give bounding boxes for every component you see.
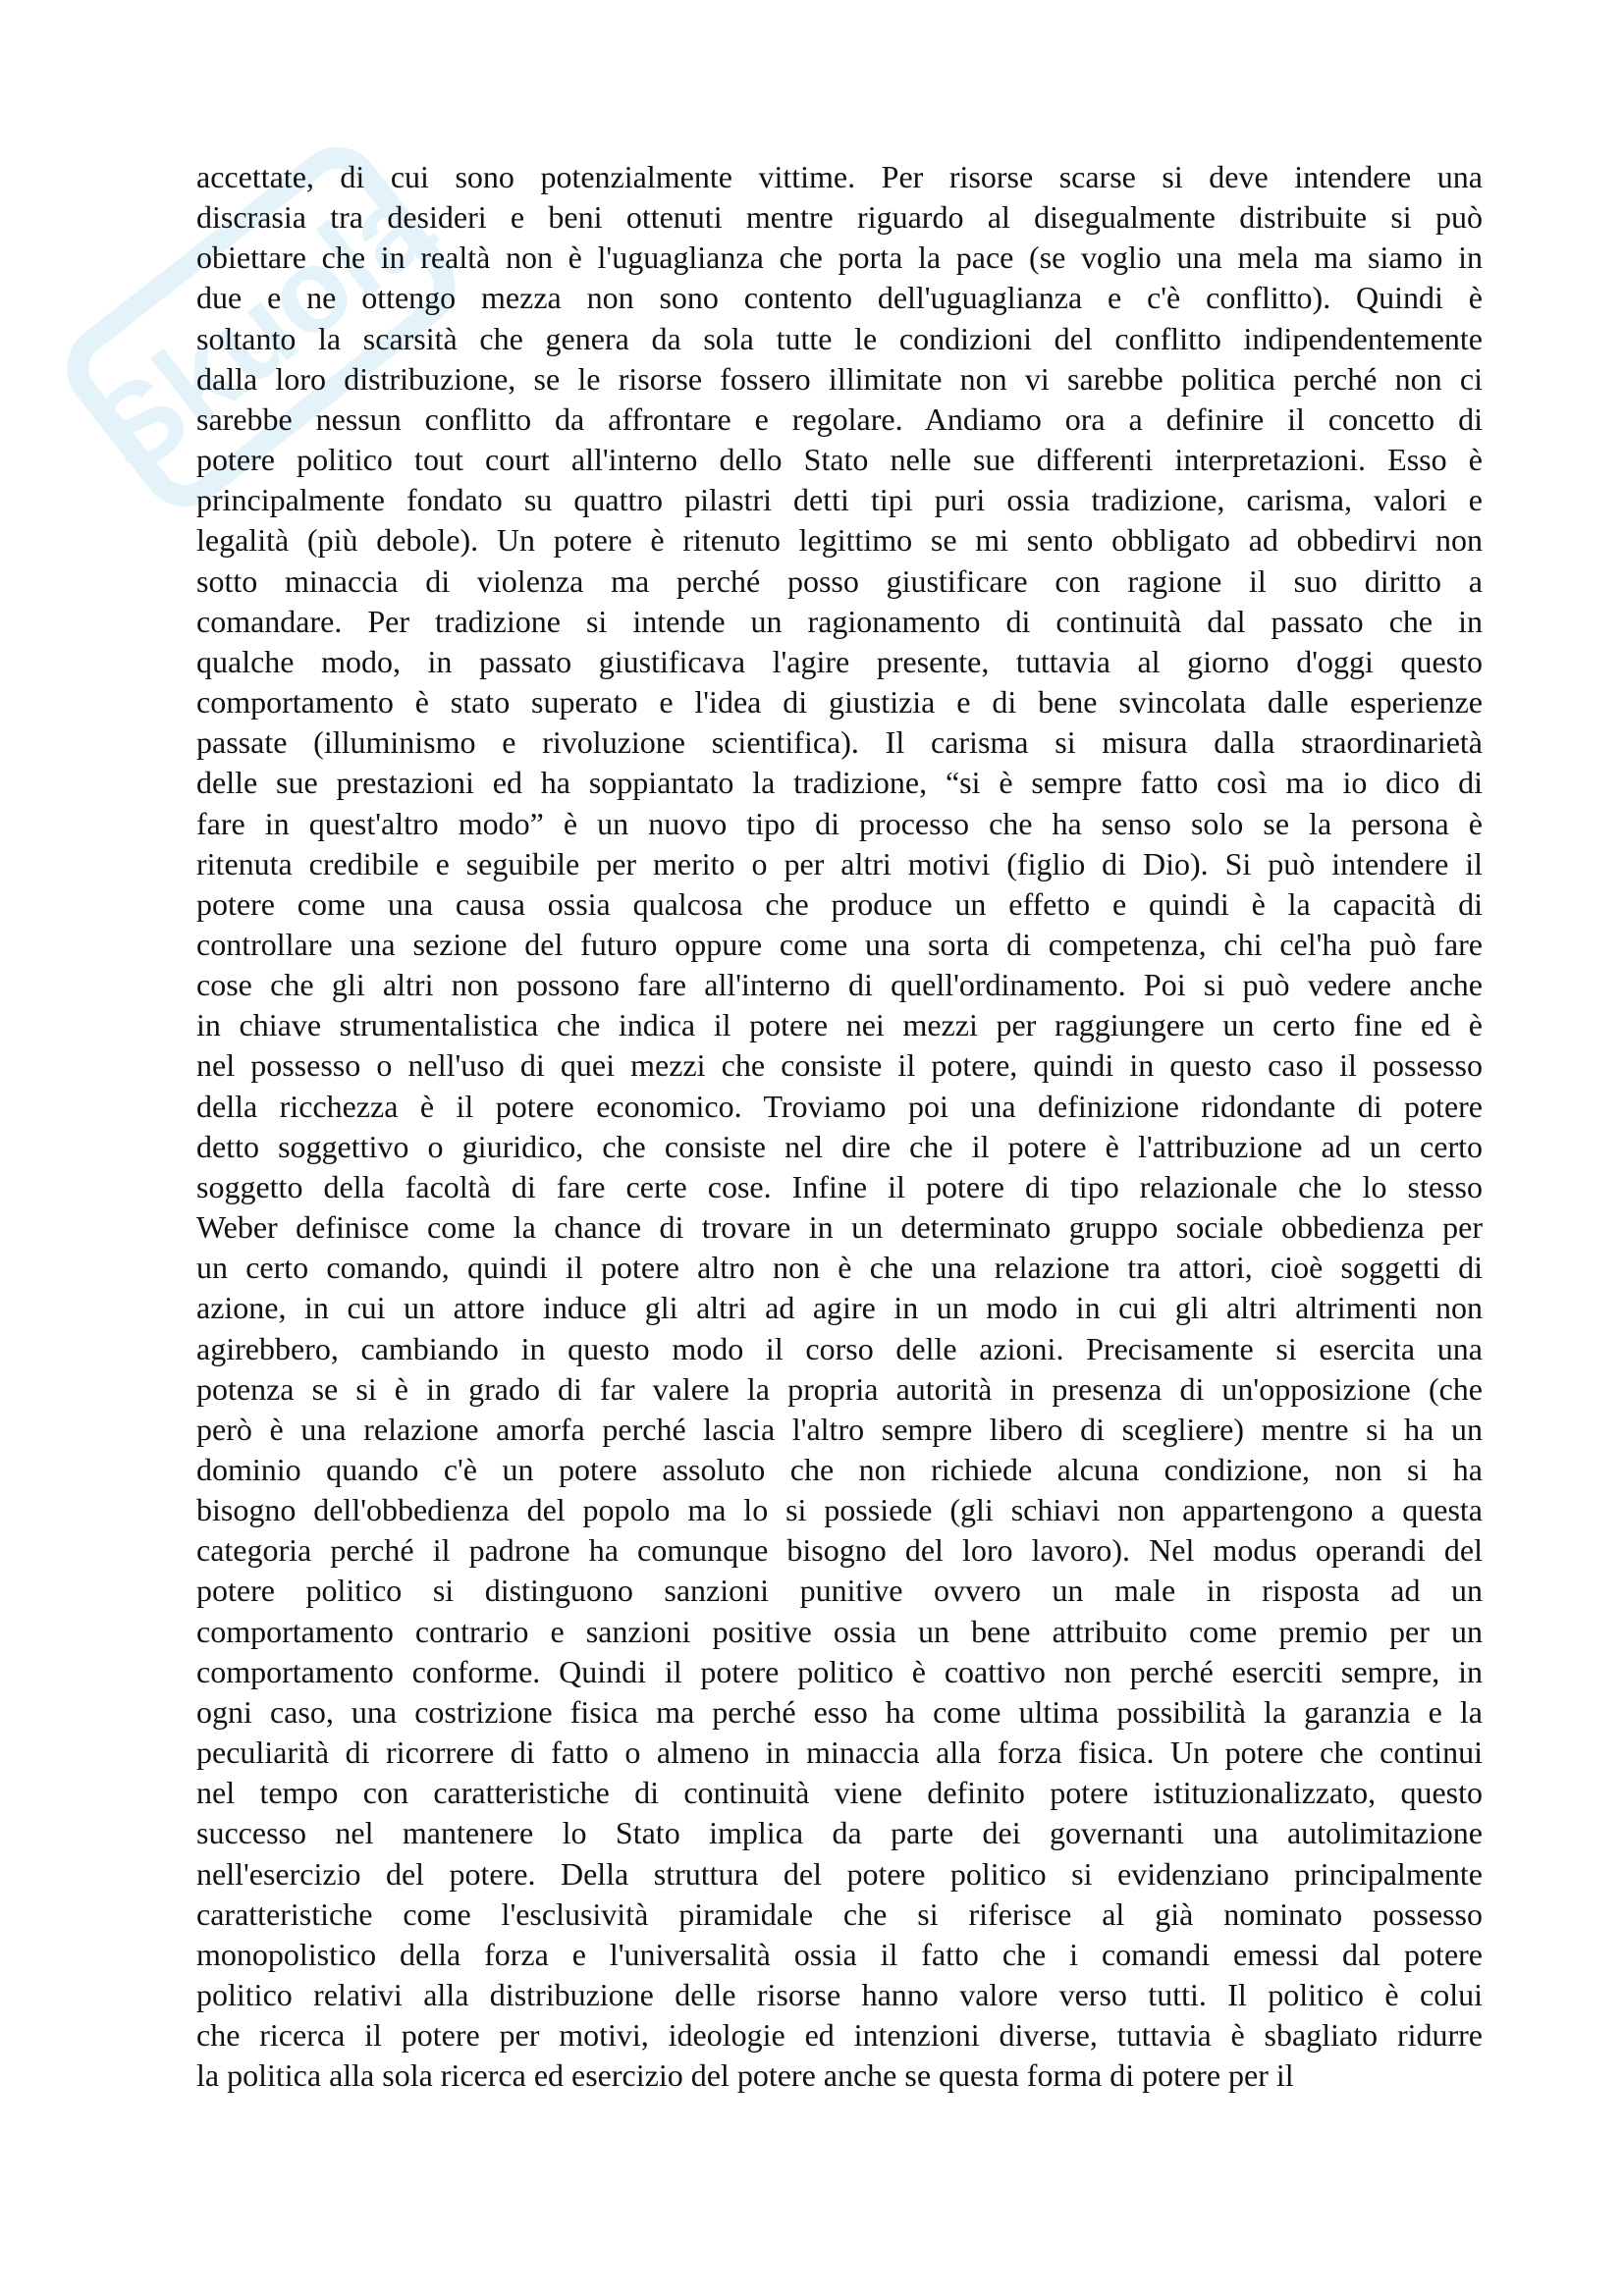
text-line: sotto minaccia di violenza ma perché posso giustificare con ragione il suo diritto a [196,562,1483,599]
text-line: comportamento conforme. Quindi il potere politico è coattivo non perché eserciti sempre, in [196,1653,1483,1689]
text-line: discrasia tra desideri e beni ottenuti mentre riguardo al disegualmente distribuite si può [196,199,1483,236]
text-line: bisogno dell'obbedienza del popolo ma lo si possiede (gli schiavi non appartengono a questa [196,1492,1483,1528]
text-line: obiettare che in realtà non è l'uguaglianza che porta la pace (se voglio una mela ma siamo in [196,240,1483,276]
text-line: in chiave strumentalistica che indica il potere nei mezzi per raggiungere un certo fine ed è [196,1007,1483,1043]
text-line: soggetto della facoltà di fare certe cose. Infine il potere di tipo relazionale che lo stesso [196,1168,1483,1204]
text-line: la politica alla sola ricerca ed esercizio del potere anche se questa forma di potere per il [196,2057,1294,2094]
text-line: comportamento è stato superato e l'idea di giustizia e di bene svincolata dalle esperienze [196,684,1483,721]
text-line: che ricerca il potere per motivi, ideologie ed intenzioni diverse, tuttavia è sbagliato ridurre [196,2017,1483,2054]
text-line: detto soggettivo o giuridico, che consiste nel dire che il potere è l'attribuzione ad un certo [196,1128,1483,1164]
text-line: potenza se si è in grado di far valere la propria autorità in presenza di un'opposizione (che [196,1370,1483,1407]
text-line: potere politico tout court all'interno dello Stato nelle sue differenti interpretazioni. Esso è [196,442,1483,478]
text-line: qualche modo, in passato giustificava l'agire presente, tuttavia al giorno d'oggi questo [196,643,1483,679]
text-line: successo nel mantenere lo Stato implica da parte dei governanti una autolimitazione [196,1815,1483,1851]
text-line: comportamento contrario e sanzioni positive ossia un bene attribuito come premio per un [196,1613,1483,1649]
text-line: ogni caso, una costrizione fisica ma perché esso ha come ultima possibilità la garanzia e la [196,1693,1483,1730]
text-line: due e ne ottengo mezza non sono contento dell'uguaglianza e c'è conflitto). Quindi è [196,280,1483,316]
text-line: Weber definisce come la chance di trovare in un determinato gruppo sociale obbedienza per [196,1209,1483,1246]
text-line: potere politico si distinguono sanzioni punitive ovvero un male in risposta ad un [196,1573,1483,1609]
text-line: peculiarità di ricorrere di fatto o almeno in minaccia alla forza fisica. Un potere che continui [196,1735,1483,1771]
text-line: nel tempo con caratteristiche di continuità viene definito potere istituzionalizzato, questo [196,1775,1483,1811]
text-line: politico relativi alla distribuzione delle risorse hanno valore verso tutti. Il politico è colui [196,1977,1483,2013]
text-line: controllare una sezione del futuro oppure come una sorta di competenza, chi cel'ha può fare [196,926,1483,962]
text-line: dalla loro distribuzione, se le risorse fossero illimitate non vi sarebbe politica perché non ci [196,360,1483,397]
text-line: un certo comando, quindi il potere altro non è che una relazione tra attori, cioè soggetti di [196,1250,1483,1286]
body-text [196,157,1483,2097]
text-line: caratteristiche come l'esclusività piramidale che si riferisce al già nominato possesso [196,1896,1483,1932]
text-line: categoria perché il padrone ha comunque bisogno del loro lavoro). Nel modus operandi del [196,1532,1483,1569]
text-line: ritenuta credibile e seguibile per merito o per altri motivi (figlio di Dio). Si può intendere il [196,845,1483,881]
text-line: soltanto la scarsità che genera da sola tutte le condizioni del conflitto indipendentemente [196,320,1483,356]
text-line: cose che gli altri non possono fare all'interno di quell'ordinamento. Poi si può vedere anche [196,967,1483,1003]
watermark-text: Skuola [69,157,456,500]
text-line: delle sue prestazioni ed ha soppiantato la tradizione, “si è sempre fatto così ma io dico di [196,765,1483,801]
text-line: della ricchezza è il potere economico. Troviamo poi una definizione ridondante di potere [196,1088,1483,1124]
text-line: passate (illuminismo e rivoluzione scientifica). Il carisma si misura dalla straordinarietà [196,724,1483,761]
text-line: monopolistico della forza e l'universalità ossia il fatto che i comandi emessi dal potere [196,1936,1483,1972]
text-line: principalmente fondato su quattro pilastri detti tipi puri ossia tradizione, carisma, valori e [196,482,1483,518]
text-line: fare in quest'altro modo” è un nuovo tipo di processo che ha senso solo se la persona è [196,805,1483,841]
text-line: potere come una causa ossia qualcosa che produce un effetto e quindi è la capacità di [196,885,1483,922]
text-line: comandare. Per tradizione si intende un ragionamento di continuità dal passato che in [196,603,1483,639]
text-line: legalità (più debole). Un potere è ritenuto legittimo se mi sento obbligato ad obbedirvi non [196,522,1483,559]
text-line: sarebbe nessun conflitto da affrontare e regolare. Andiamo ora a definire il concetto di [196,400,1483,437]
text-line: azione, in cui un attore induce gli altri ad agire in un modo in cui gli altri altrimenti non [196,1290,1483,1326]
text-line: dominio quando c'è un potere assoluto che non richiede alcuna condizione, non si ha [196,1452,1483,1487]
text-line: agirebbero, cambiando in questo modo il corso delle azioni. Precisamente si esercita una [196,1330,1483,1366]
text-line: accettate, di cui sono potenzialmente vittime. Per risorse scarse si deve intendere una [196,159,1483,194]
text-line: però è una relazione amorfa perché lascia l'altro sempre libero di scegliere) mentre si ha un [196,1411,1483,1447]
text-line: nel possesso o nell'uso di quei mezzi che consiste il potere, quindi in questo caso il possesso [196,1047,1483,1084]
text-line: nell'esercizio del potere. Della struttura del potere politico si evidenziano principalmente [196,1855,1483,1892]
